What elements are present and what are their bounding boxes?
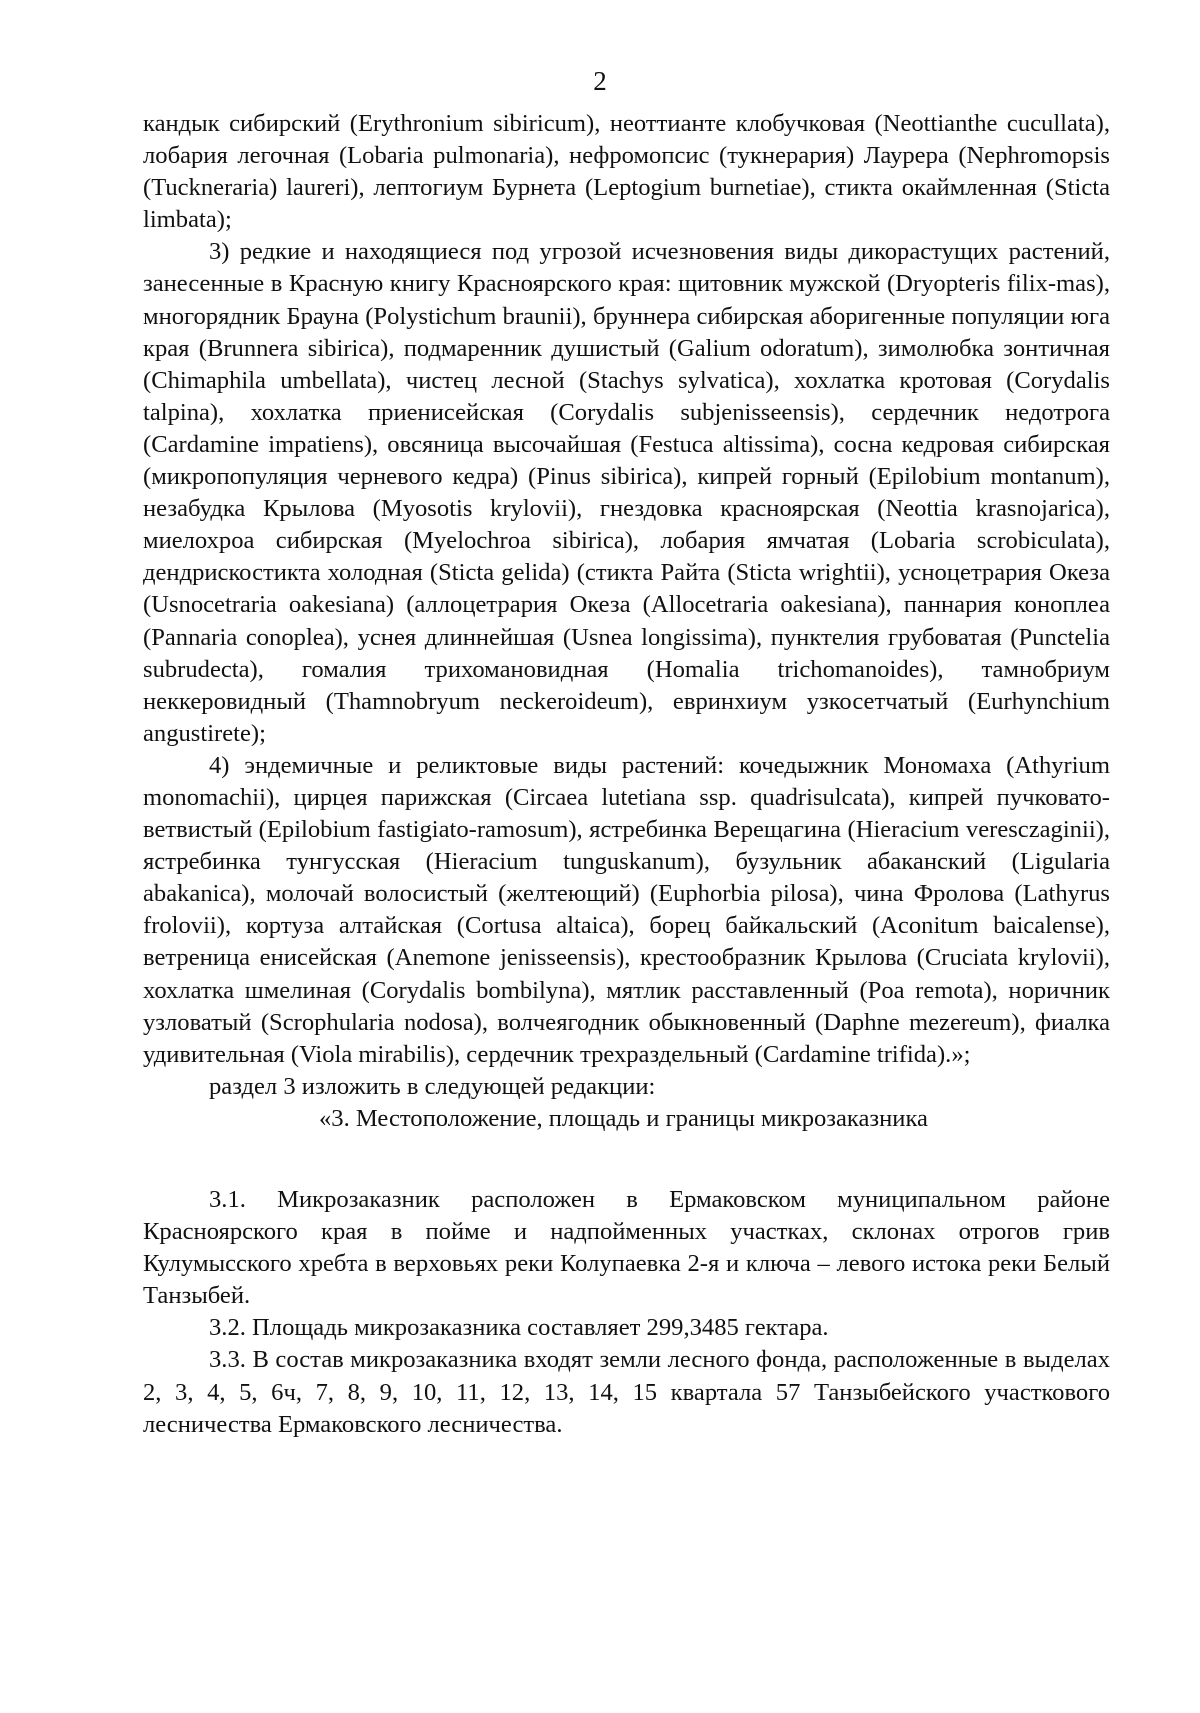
- paragraph-rare-species: 3) редкие и находящиеся под угрозой исчезновения виды дикорастущих растений, занесенные в Красную книгу Красноярского края: щитовник мужской (Dryopteris filix-mas), многорядник Брауна (Polystichum braunii), бруннера сибирская аборигенные популяции юга края (Brunnera sibirica), подмаренник душистый (Galium odoratum), зимолюбка зонтичная (Chimaphila umbellata), чистец лесной (Stachys sylvatica), хохлатка кротовая (Corydalis talpina), хохлатка приенисейская (Corydalis subjenisseensis), сердечник недотрога (Cardamine impatiens), овсяница высочайшая (Festuca altissima), сосна кедровая сибирская (микропопуляция черневого кедра) (Pinus sibirica), кипрей горный (Epilobium montanum), незабудка Крылова (Myosotis krylovii), гнездовка красноярская (Neottia krasnojarica), миелохроа сибирская (Myelochroa sibirica), лобария ямчатая (Lobaria scrobiculata), дендрискостикта холодная (Sticta gelida) (стикта Райта (Sticta wrightii), усноцетрария Океза (Usnocetraria oakesiana) (аллоцетрария Океза (Allocetraria oakesiana), паннария коноплеа (Pannaria conoplea), уснея длиннейшая (Usnea longissima), пунктелия грубоватая (Punctelia subrudecta), гомалия трихомановидная (Homalia trichomanoides), тамнобриум неккеровидный (Thamnobryum neckeroideum), евринхиум узкосетчатый (Eurhynchium angustirete);: [143, 238, 1110, 747]
- document-body: [143, 108, 1110, 1441]
- spacer: [143, 1135, 1110, 1184]
- paragraph-section-3-intro: раздел 3 изложить в следующей редакции:: [209, 1072, 656, 1100]
- paragraph-3-1-location: 3.1. Микрозаказник расположен в Ермаковском муниципальном районе Красноярского края в пойме и надпойменных участках, склонах отрогов грив Кулумысского хребта в верховьях реки Колупаевка 2-я и ключа – левого истока реки Белый Танзыбей.: [143, 1186, 1110, 1310]
- page-number: 2: [593, 66, 607, 96]
- paragraph-species-continuation: кандык сибирский (Erythronium sibiricum), неоттианте клобучковая (Neottianthe cucullata), лобария легочная (Lobaria pulmonaria), нефромопсис (тукнерария) Лаурера (Nephromopsis (Tuckneraria) laureri), лептогиум Бурнета (Leptogium burnetiae), стикта окаймленная (Sticta limbata);: [143, 110, 1110, 234]
- paragraph-endemic-species: 4) эндемичные и реликтовые виды растений: кочедыжник Мономаха (Athyrium monomachii), цирцея парижская (Circaea lutetiana ssp. quadrisulcata), кипрей пучковато-ветвистый (Epilobium fastigiato-ramosum), ястребинка Верещагина (Hieracium veresczaginii), ястребинка тунгусская (Hieracium tunguskanum), бузульник абаканский (Ligularia abakanica), молочай волосистый (желтеющий) (Euphorbia pilosa), чина Фролова (Lathyrus frolovii), кортуза алтайская (Cortusa altaica), борец байкальский (Aconitum baicalense), ветреница енисейская (Anemone jenisseensis), крестообразник Крылова (Cruciata krylovii), хохлатка шмелиная (Corydalis bombilyna), мятлик расставленный (Poa remota), норичник узловатый (Scrophularia nodosa), волчеягодник обыкновенный (Daphne mezereum), фиалка удивительная (Viola mirabilis), сердечник трехраздельный (Cardamine trifida).»;: [143, 751, 1110, 1068]
- section-3-heading: «3. Местоположение, площадь и границы микрозаказника: [319, 1104, 928, 1132]
- paragraph-3-2-area: 3.2. Площадь микрозаказника составляет 299,3485 гектара.: [209, 1314, 829, 1342]
- paragraph-3-3-composition: 3.3. В состав микрозаказника входят земли лесного фонда, расположенные в выделах 2, 3, 4, 5, 6ч, 7, 8, 9, 10, 11, 12, 13, 14, 15 квартала 57 Танзыбейского участкового лесничества Ермаковского лесничества.: [143, 1346, 1110, 1438]
